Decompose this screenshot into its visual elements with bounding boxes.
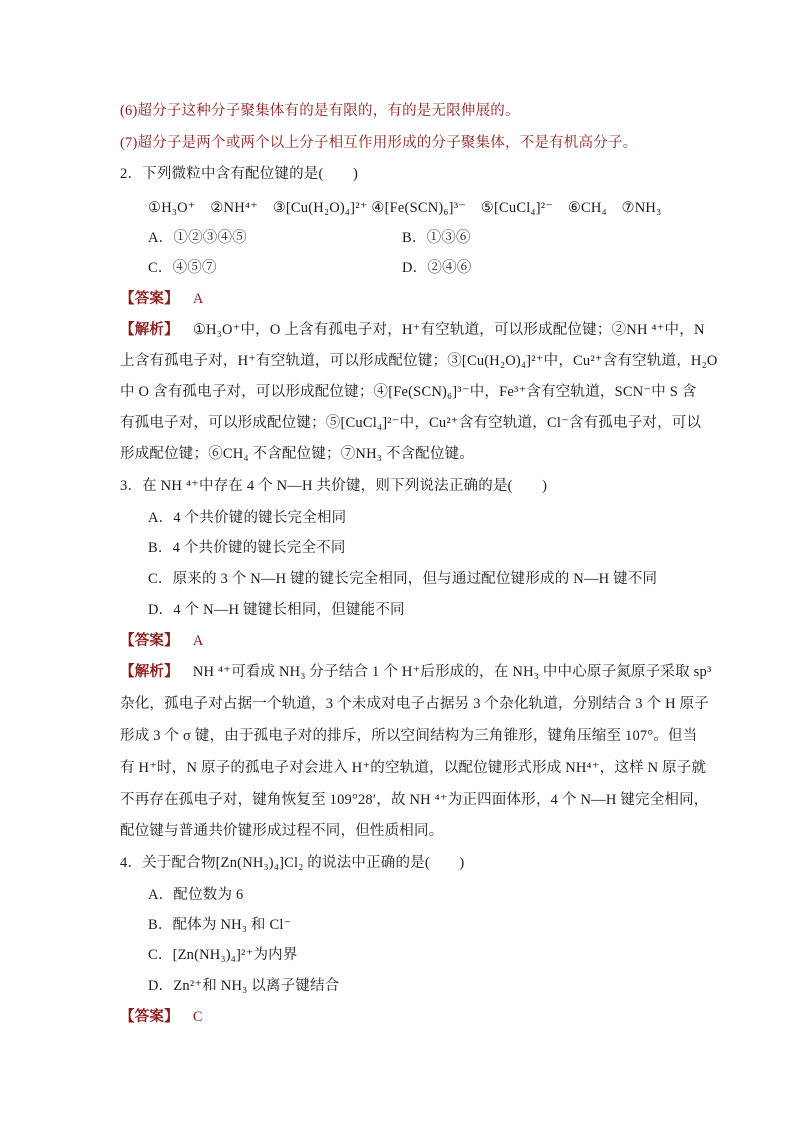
question-2-option-d: D．②④⑥ [402,260,472,276]
question-3-analysis-line-1 [120,662,712,682]
answer-label: 【答案】 [120,633,179,649]
question-3-analysis-line-5: 不再存在孤电子对，键角恢复至 109°28′，故 NH ⁴⁺为正四面体形，4 个 N—H 键完全相同， [120,792,709,808]
question-3-option-c: C．原来的 3 个 N—H 键的键长完全相同，但与通过配位键形成的 N—H 键不同 [148,571,658,587]
question-4-option-b: B．配体为 NH₃ 和 Cl⁻ [148,917,292,933]
question-2-items: ①H₃O⁺ ②NH⁴⁺ ③[Cu(H₂O)₄]²⁺ ④[Fe(SCN)₆]³⁻ ⑤[CuCl₄]²⁻ ⑥CH₄ ⑦NH₃ [148,200,662,216]
question-3-analysis-line-2: 杂化，孤电子对占据一个轨道，3 个未成对电子占据另 3 个杂化轨道，分别结合 3 个 H 原子 [120,696,709,712]
question-3-analysis-line-3: 形成 3 个 σ 键，由于孤电子对的排斥，所以空间结构为三角锥形，键角压缩至 107°。但当 [120,728,698,744]
analysis-text: ①H₃O⁺中，O 上含有孤电子对，H⁺有空轨道，可以形成配位键；②NH ⁴⁺中，N [192,322,705,338]
question-4-stem: 4．关于配合物[Zn(NH₃)₄]Cl₂ 的说法中正确的是( ) [120,855,465,871]
question-2-analysis-line-5: 形成配位键；⑥CH₄ 不含配位键；⑦NH₃ 不含配位键。 [120,446,475,462]
answer-value: A [192,633,204,649]
question-2-stem: 2．下列微粒中含有配位键的是( ) [120,166,359,182]
analysis-label: 【解析】 [120,664,179,680]
note-7: (7)超分子是两个或两个以上分子相互作用形成的分子聚集体，不是有机高分子。 [120,135,638,151]
question-2-option-b: B．①③⑥ [402,230,471,246]
question-2-analysis-line-3: 中 O 含有孤电子对，可以形成配位键；④[Fe(SCN)₆]³⁻中，Fe³⁺含有空轨道，SCN⁻中 S 含 [120,384,697,400]
question-2-option-a: A．①②③④⑤ [148,230,247,246]
question-3-option-d: D．4 个 N—H 键键长相同，但键能不同 [148,602,405,618]
question-3-option-b: B．4 个共价键的键长完全不同 [148,540,346,556]
question-3-analysis-line-6: 配位键与普通共价键形成过程不同，但性质相同。 [120,823,444,839]
question-4-option-c: C．[Zn(NH₃)₄]²⁺为内界 [148,947,298,963]
answer-value: C [192,1009,203,1025]
question-4-option-d: D．Zn²⁺和 NH₃ 以离子键结合 [148,978,340,994]
question-2-option-c: C．④⑤⑦ [148,260,217,276]
question-3-stem: 3．在 NH ⁴⁺中存在 4 个 N—H 共价键，则下列说法正确的是( ) [120,478,548,494]
answer-label: 【答案】 [120,1009,179,1025]
question-2-answer [120,289,203,309]
question-4-answer [120,1007,203,1027]
question-2-analysis-line-4: 有孤电子对，可以形成配位键；⑤[CuCl₄]²⁻中，Cu²⁺含有空轨道，Cl⁻含有孤电子对，可以 [120,415,702,431]
question-4-option-a: A．配位数为 6 [148,887,244,903]
note-6: (6)超分子这种分子聚集体有的是有限的，有的是无限伸展的。 [120,103,520,119]
question-2-analysis-line-2: 上含有孤电子对，H⁺有空轨道，可以形成配位键；③[Cu(H₂O)₄]²⁺中，Cu²⁺含有空轨道，H₂O [120,353,718,369]
question-3-analysis-line-4: 有 H⁺时，N 原子的孤电子对会进入 H⁺的空轨道，以配位键形式形成 NH⁴⁺，这样 N 原子就 [120,760,707,776]
question-3-answer [120,631,203,651]
analysis-label: 【解析】 [120,322,179,338]
question-3-option-a: A．4 个共价键的键长完全相同 [148,510,347,526]
answer-value: A [192,291,204,307]
answer-label: 【答案】 [120,291,179,307]
analysis-text: NH ⁴⁺可看成 NH₃ 分子结合 1 个 H⁺后形成的，在 NH₃ 中中心原子氮原子采取 sp³ [192,664,712,680]
question-2-analysis-line-1 [120,320,705,340]
